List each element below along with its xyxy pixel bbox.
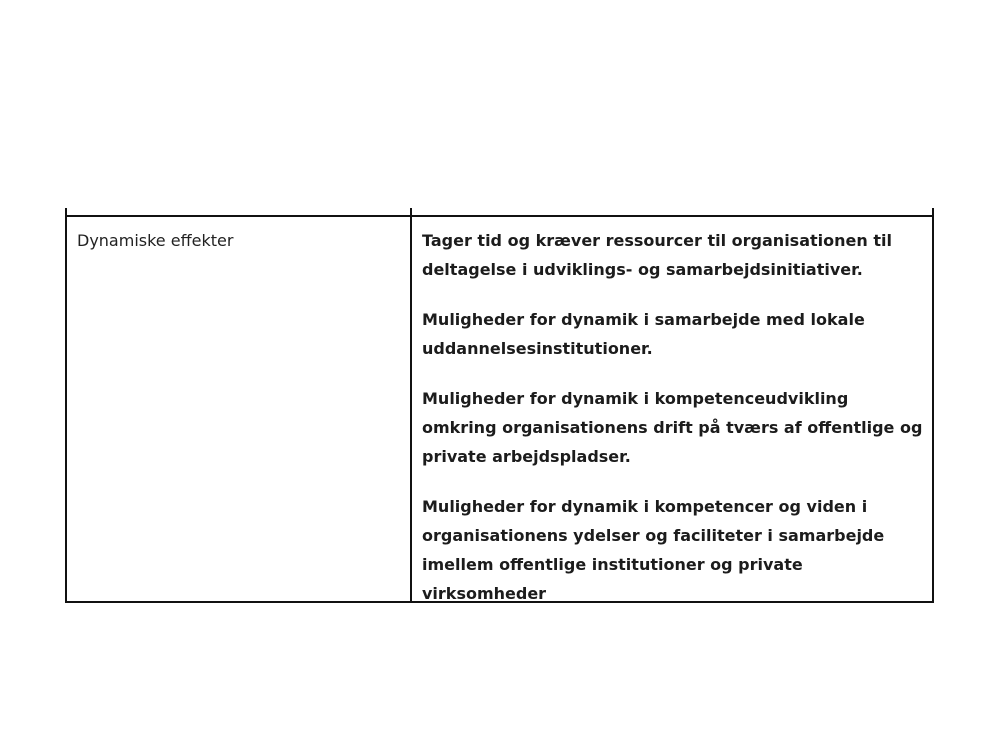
content-cell bbox=[410, 217, 934, 601]
paragraph-competence-knowledge: Muligheder for dynamik i kompetencer og viden i organisationens ydelser og faciliteter i samarbejde imellem offentlige institutioner og private virksomheder bbox=[422, 497, 885, 603]
row-label: Dynamiske effekter bbox=[77, 231, 234, 250]
label-cell bbox=[65, 217, 412, 601]
document-table bbox=[65, 208, 934, 603]
paragraph-education-institutions: Muligheder for dynamik i samarbejde med lokale uddannelsesinstitutioner. bbox=[422, 310, 865, 358]
paragraph-resources: Tager tid og kræver ressourcer til organisationen til deltagelse i udviklings- og samarbejdsinitiativer. bbox=[422, 231, 892, 279]
table-row bbox=[65, 215, 934, 603]
paragraph-competence-development: Muligheder for dynamik i kompetenceudvikling omkring organisationens drift på tværs af offentlige og private arbejdspladser. bbox=[422, 389, 923, 466]
